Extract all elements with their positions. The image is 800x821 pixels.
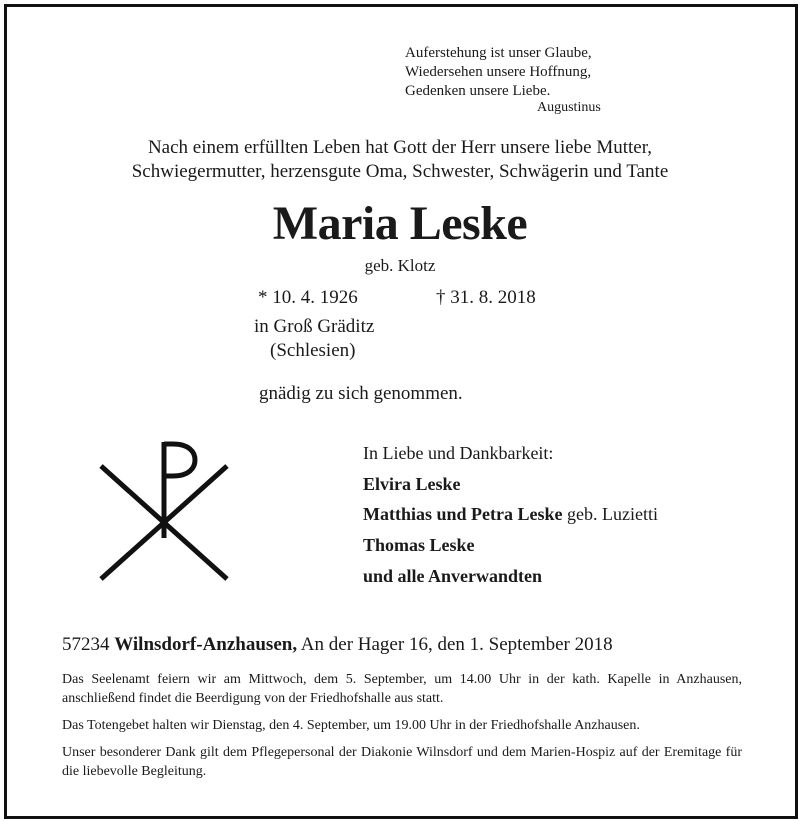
mourner-name: Elvira Leske xyxy=(363,474,461,494)
notice-paragraph: Unser besonderer Dank gilt dem Pflegepersonal der Diakonie Wilnsdorf und dem Marien-Hospiz auf der Eremitage für die liebevolle Begleitung. xyxy=(62,745,742,779)
motto-line: Auferstehung ist unser Glaube, xyxy=(405,45,592,61)
notice-paragraph: Das Seelenamt feiern wir am Mittwoch, dem 5. September, um 14.00 Uhr in der kath. Kapelle in Anzhausen, anschließend findet die Beerdigung von der Friedhofshalle aus statt. xyxy=(62,672,742,706)
motto-author: Augustinus xyxy=(537,100,601,115)
address-zip: 57234 xyxy=(62,634,110,655)
taken-text: gnädig zu sich genommen. xyxy=(259,383,463,404)
motto-line: Gedenken unsere Liebe. xyxy=(405,83,551,99)
maiden-name: geb. Klotz xyxy=(364,256,436,275)
birth-date: * 10. 4. 1926 xyxy=(258,287,358,308)
address-rest: An der Hager 16, den 1. September 2018 xyxy=(300,634,613,655)
intro-line-2: Schwiegermutter, herzensgute Oma, Schwester, Schwägerin und Tante xyxy=(131,161,669,182)
birthplace-line-2: (Schlesien) xyxy=(270,340,356,361)
death-date: † 31. 8. 2018 xyxy=(436,287,536,308)
address-line xyxy=(62,634,613,656)
mourner-maiden-name: geb. Luzietti xyxy=(567,504,658,524)
mourners-heading: In Liebe und Dankbarkeit: xyxy=(363,443,554,463)
chi-rho-icon xyxy=(97,438,233,587)
motto-line: Wiedersehen unsere Hoffnung, xyxy=(405,64,592,80)
mourner-name-text: Matthias und Petra Leske xyxy=(363,504,563,524)
mourner-name: Thomas Leske xyxy=(363,535,475,555)
mourner-name: und alle Anverwandten xyxy=(363,566,543,586)
mourner-name xyxy=(363,504,658,525)
address-town: Wilnsdorf-Anzhausen, xyxy=(114,634,298,655)
deceased-name: Maria Leske xyxy=(272,197,528,250)
intro-line-1: Nach einem erfüllten Leben hat Gott der Herr unsere liebe Mutter, xyxy=(147,137,653,158)
notice-paragraph: Das Totengebet halten wir Dienstag, den 4. September, um 19.00 Uhr in der Friedhofshalle Anzhausen. xyxy=(62,718,640,733)
birthplace-line-1: in Groß Gräditz xyxy=(254,316,375,337)
motto-quote xyxy=(405,44,592,101)
